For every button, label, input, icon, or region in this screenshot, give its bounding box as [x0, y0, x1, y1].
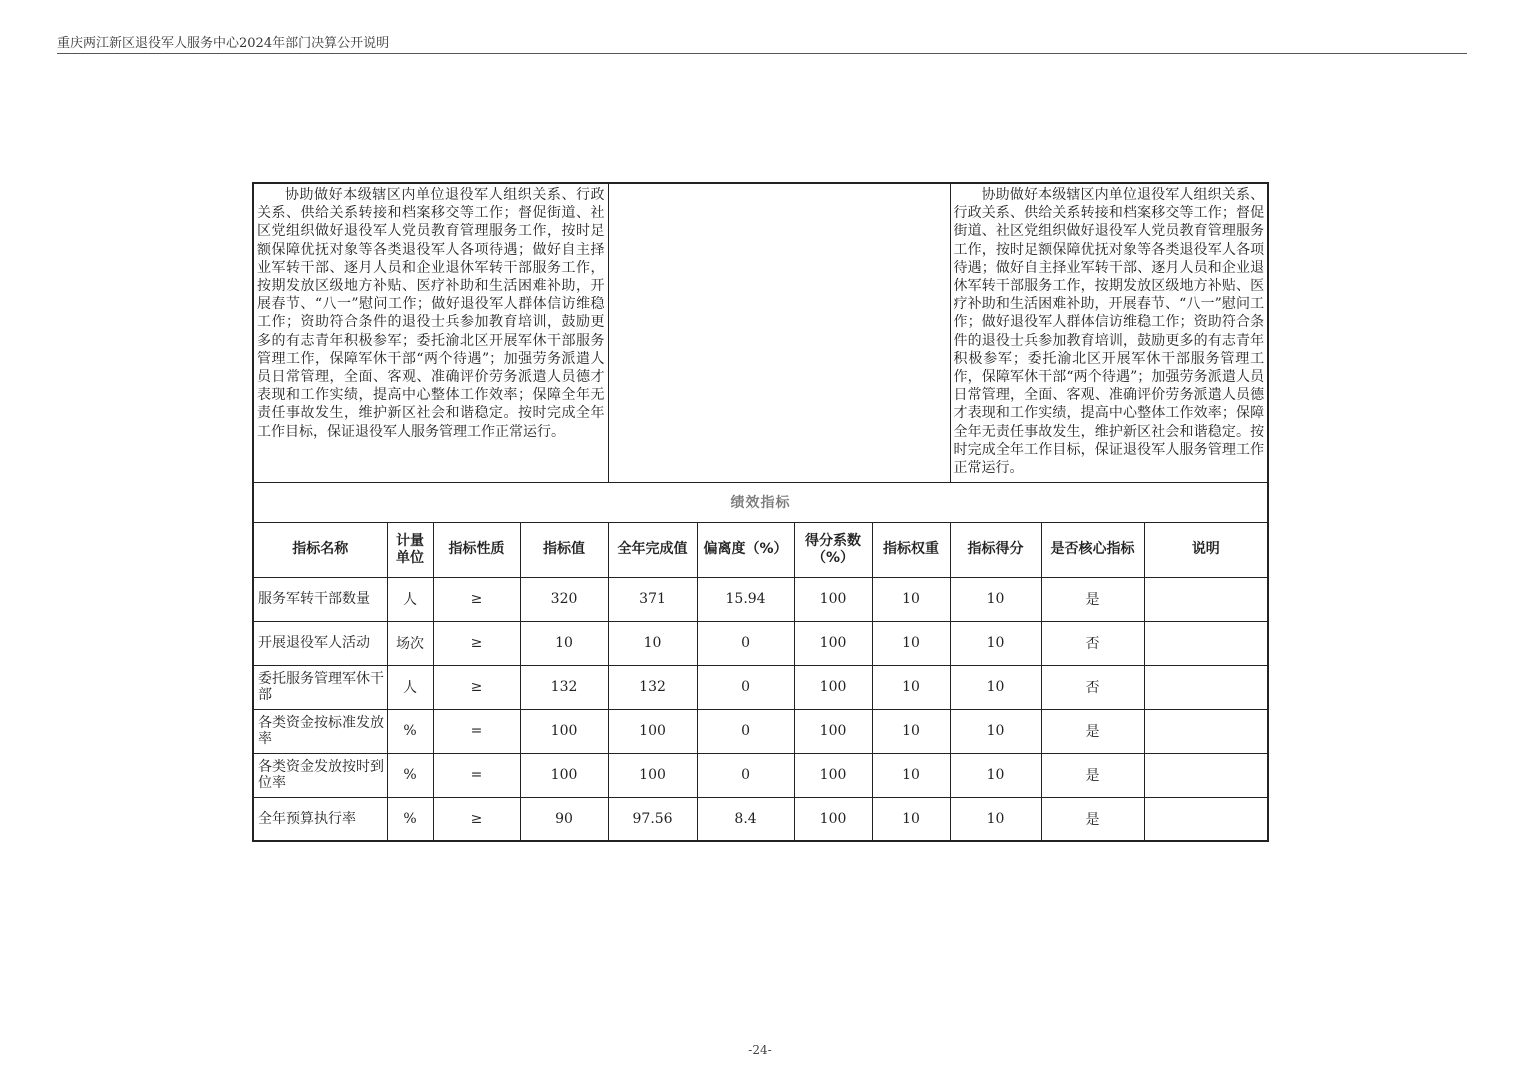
indicator-core: 否	[1041, 621, 1144, 665]
goals-row	[253, 183, 1268, 482]
indicator-deviation: 0	[697, 709, 794, 753]
indicator-deviation: 0	[697, 753, 794, 797]
indicator-core: 是	[1041, 709, 1144, 753]
header-divider	[57, 53, 1467, 54]
indicator-score: 10	[950, 797, 1041, 841]
indicator-core: 是	[1041, 753, 1144, 797]
goal-text-cell-3	[950, 183, 1268, 482]
indicator-unit: 场次	[387, 621, 433, 665]
indicator-note	[1144, 577, 1268, 621]
indicator-weight: 10	[872, 665, 950, 709]
header-row	[253, 522, 1268, 577]
table-row	[253, 797, 1268, 841]
header-name: 指标名称	[253, 522, 387, 577]
indicator-actual: 100	[608, 709, 697, 753]
indicator-name: 委托服务管理军休干部	[253, 665, 387, 709]
table-row	[253, 665, 1268, 709]
indicator-note	[1144, 797, 1268, 841]
performance-table	[252, 182, 1269, 842]
indicator-name: 开展退役军人活动	[253, 621, 387, 665]
header-weight: 指标权重	[872, 522, 950, 577]
indicator-note	[1144, 753, 1268, 797]
indicator-name: 各类资金发放按时到位率	[253, 753, 387, 797]
header-target: 指标值	[520, 522, 608, 577]
header-score-coef: 得分系数（%）	[794, 522, 872, 577]
table-row	[253, 621, 1268, 665]
indicator-target: 320	[520, 577, 608, 621]
page-number: -24-	[748, 1043, 772, 1057]
indicator-note	[1144, 709, 1268, 753]
indicator-name: 各类资金按标准发放率	[253, 709, 387, 753]
indicator-actual: 132	[608, 665, 697, 709]
goal-text-cell-2	[608, 183, 950, 482]
indicator-target: 10	[520, 621, 608, 665]
indicator-weight: 10	[872, 753, 950, 797]
indicator-core: 是	[1041, 797, 1144, 841]
indicator-name: 全年预算执行率	[253, 797, 387, 841]
indicator-score-coef: 100	[794, 577, 872, 621]
indicator-note	[1144, 665, 1268, 709]
indicator-nature: =	[433, 709, 520, 753]
indicator-weight: 10	[872, 797, 950, 841]
header-deviation: 偏离度（%）	[697, 522, 794, 577]
header-nature: 指标性质	[433, 522, 520, 577]
indicator-nature: ≥	[433, 621, 520, 665]
indicator-target: 132	[520, 665, 608, 709]
table-row	[253, 753, 1268, 797]
section-title: 绩效指标	[253, 482, 1268, 522]
goal-text-3: 协助做好本级辖区内单位退役军人组织关系、行政关系、供给关系转接和档案移交等工作；督促街道、社区党组织做好退役军人党员教育管理服务工作，按时足额保障优抚对象等各类退役军人各项待遇；做好自主择业军转干部、逐月人员和企业退休军转干部服务工作，按期发放区级地方补贴、医疗补助和生活困难补助，开展春节、“八一”慰问工作；做好退役军人群体信访维稳工作；资助符合条件的退役士兵参加教育培训，鼓励更多的有志青年积极参军；委托渝北区开展军休干部服务管理工作，保障军休干部“两个待遇”；加强劳务派遣人员日常管理，全面、客观、准确评价劳务派遣人员德才表现和工作实绩，提高中心整体工作效率；保障全年无责任事故发生，维护新区社会和谐稳定。按时完成全年工作目标，保证退役军人服务管理工作正常运行。	[953, 187, 1265, 477]
indicator-nature: ≥	[433, 665, 520, 709]
header-note: 说明	[1144, 522, 1268, 577]
indicator-weight: 10	[872, 709, 950, 753]
header-actual: 全年完成值	[608, 522, 697, 577]
indicator-score-coef: 100	[794, 753, 872, 797]
indicator-core: 否	[1041, 665, 1144, 709]
indicator-unit: %	[387, 753, 433, 797]
header-unit: 计量单位	[387, 522, 433, 577]
page-header-title: 重庆两江新区退役军人服务中心2024年部门决算公开说明	[57, 36, 390, 51]
indicator-score: 10	[950, 665, 1041, 709]
indicator-unit: %	[387, 709, 433, 753]
indicator-deviation: 0	[697, 665, 794, 709]
indicator-weight: 10	[872, 577, 950, 621]
indicator-target: 100	[520, 709, 608, 753]
indicator-nature: =	[433, 753, 520, 797]
indicator-actual: 371	[608, 577, 697, 621]
indicator-core: 是	[1041, 577, 1144, 621]
indicator-score: 10	[950, 753, 1041, 797]
indicator-actual: 97.56	[608, 797, 697, 841]
indicator-score-coef: 100	[794, 797, 872, 841]
indicator-score: 10	[950, 709, 1041, 753]
indicator-weight: 10	[872, 621, 950, 665]
table-row	[253, 709, 1268, 753]
indicator-score-coef: 100	[794, 665, 872, 709]
indicator-unit: %	[387, 797, 433, 841]
indicator-target: 90	[520, 797, 608, 841]
indicator-nature: ≥	[433, 797, 520, 841]
indicator-deviation: 0	[697, 621, 794, 665]
indicator-actual: 100	[608, 753, 697, 797]
goal-text-1: 协助做好本级辖区内单位退役军人组织关系、行政关系、供给关系转接和档案移交等工作；督促街道、社区党组织做好退役军人党员教育管理服务工作，按时足额保障优抚对象等各类退役军人各项待遇；做好自主择业军转干部、逐月人员和企业退休军转干部服务工作，按期发放区级地方补贴、医疗补助和生活困难补助，开展春节、“八一”慰问工作；做好退役军人群体信访维稳工作；资助符合条件的退役士兵参加教育培训，鼓励更多的有志青年积极参军；委托渝北区开展军休干部服务管理工作，保障军休干部“两个待遇”；加强劳务派遣人员日常管理，全面、客观、准确评价劳务派遣人员德才表现和工作实绩，提高中心整体工作效率；保障全年无责任事故发生，维护新区社会和谐稳定。按时完成全年工作目标，保证退役军人服务管理工作正常运行。	[257, 187, 605, 440]
indicator-score: 10	[950, 621, 1041, 665]
goal-text-cell-1	[253, 183, 608, 482]
indicator-actual: 10	[608, 621, 697, 665]
header-core: 是否核心指标	[1041, 522, 1144, 577]
indicator-target: 100	[520, 753, 608, 797]
indicator-deviation: 8.4	[697, 797, 794, 841]
indicator-name: 服务军转干部数量	[253, 577, 387, 621]
indicator-note	[1144, 621, 1268, 665]
indicator-score: 10	[950, 577, 1041, 621]
indicator-unit: 人	[387, 665, 433, 709]
indicator-nature: ≥	[433, 577, 520, 621]
indicator-score-coef: 100	[794, 621, 872, 665]
header-score: 指标得分	[950, 522, 1041, 577]
table-row	[253, 577, 1268, 621]
indicator-unit: 人	[387, 577, 433, 621]
section-title-row	[253, 482, 1268, 522]
indicator-deviation: 15.94	[697, 577, 794, 621]
indicator-score-coef: 100	[794, 709, 872, 753]
